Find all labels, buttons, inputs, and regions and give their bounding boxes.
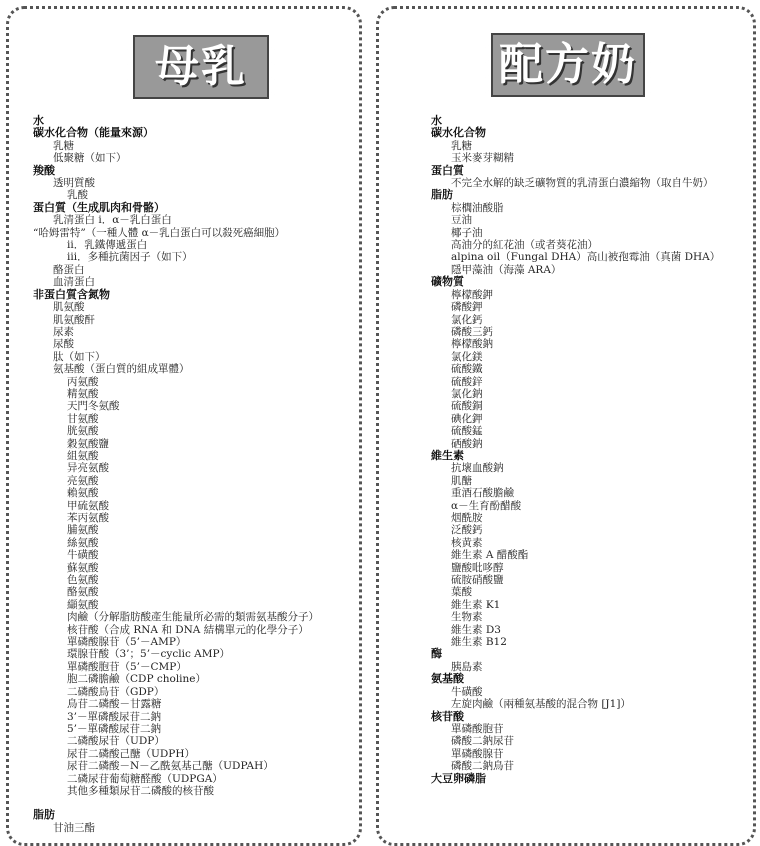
list-item: 3’－單磷酸尿苷二鈉 bbox=[67, 710, 162, 723]
list-item: 高油分的紅花油（或者葵花油） bbox=[451, 239, 598, 252]
list-item: 甲硫氨酸 bbox=[67, 499, 109, 512]
list-item: 二磷尿苷葡萄糖醛酸（UDPGA） bbox=[67, 772, 223, 785]
list-item: 氯化鈉 bbox=[451, 387, 483, 400]
list-item: 蘇氨酸 bbox=[67, 561, 99, 574]
list-item: ii．乳鐵傳遞蛋白 bbox=[67, 239, 148, 252]
list-item: 氯化鎂 bbox=[451, 350, 483, 363]
list-item: 肌氨酸酐 bbox=[53, 313, 95, 326]
breast-milk-title: 母乳 bbox=[133, 35, 269, 99]
list-item: 尿酸 bbox=[53, 338, 74, 351]
list-item: 單磷酸胞苷（5’－CMP） bbox=[67, 660, 187, 673]
list-item: 乳清蛋白 i．α－乳白蛋白 bbox=[53, 214, 172, 227]
section-heading: 脂肪 bbox=[33, 808, 55, 822]
list-item: 精氨酸 bbox=[67, 387, 99, 400]
section-heading: 水 bbox=[431, 114, 442, 127]
list-item: 肉鹼（分解脂肪酸產生能量所必需的類需氨基酸分子） bbox=[67, 611, 319, 624]
list-item: 其他多種類尿苷二磷酸的核苷酸 bbox=[67, 784, 214, 797]
list-item: 磷酸二鈉尿苷 bbox=[451, 735, 514, 748]
list-item: 胱氨酸 bbox=[67, 425, 99, 438]
list-item: 酪蛋白 bbox=[53, 263, 85, 276]
list-item: 丙氨酸 bbox=[67, 375, 99, 388]
section-heading: 羧酸 bbox=[33, 163, 55, 177]
list-item: 環腺苷酸（3’；5’－cyclic AMP） bbox=[67, 648, 231, 661]
list-item: 牛磺酸 bbox=[67, 549, 99, 562]
list-item: 絲氨酸 bbox=[67, 536, 99, 549]
list-item: 核苷酸（合成 RNA 和 DNA 結構單元的化學分子） bbox=[67, 623, 309, 636]
list-item: 氯化鈣 bbox=[451, 313, 483, 326]
section-heading: 碳水化合物 bbox=[431, 126, 486, 140]
list-item: 生物素 bbox=[451, 611, 483, 624]
list-item: 硫酸銅 bbox=[451, 400, 483, 413]
list-item: 天門冬氨酸 bbox=[67, 400, 120, 413]
formula-milk-title: 配方奶 bbox=[491, 33, 645, 97]
list-item: 棕櫚油酸脂 bbox=[451, 201, 504, 214]
list-item: 鳥苷二磷酸－甘露糖 bbox=[67, 698, 162, 711]
section-heading: 水 bbox=[33, 114, 44, 127]
list-item: 玉米麥芽糊精 bbox=[451, 152, 514, 165]
list-item: 甘氨酸 bbox=[67, 412, 99, 425]
section-heading: 維生素 bbox=[431, 448, 464, 462]
list-item: 檸檬酸鉀 bbox=[451, 288, 493, 301]
section-heading: 非蛋白質含氮物 bbox=[33, 287, 110, 301]
list-item: 乳糖 bbox=[451, 139, 472, 152]
list-item: 硒酸鈉 bbox=[451, 437, 483, 450]
list-item: iii．多種抗菌因子（如下） bbox=[67, 251, 193, 264]
formula-milk-ingredient-list bbox=[431, 115, 743, 785]
section-heading: 碳水化合物（能量來源） bbox=[33, 126, 154, 140]
list-item: 左旋肉鹼（兩種氨基酸的混合物 [J1]） bbox=[451, 698, 631, 711]
list-item: 維生素 D3 bbox=[451, 623, 501, 636]
section-heading: 礦物質 bbox=[431, 275, 464, 289]
list-item: 酪氨酸 bbox=[67, 586, 99, 599]
list-item: 肽（如下） bbox=[53, 350, 106, 363]
list-item: 核黄素 bbox=[451, 536, 483, 549]
list-item: 葉酸 bbox=[451, 586, 472, 599]
section-heading: 蛋白質（生成肌肉和骨骼） bbox=[33, 200, 165, 214]
list-item: 肌醣 bbox=[451, 474, 472, 487]
list-item: 磷酸三鈣 bbox=[451, 325, 493, 338]
list-item: 組氨酸 bbox=[67, 449, 99, 462]
list-item: 不完全水解的缺乏礦物質的乳清蛋白濃縮物（取自牛奶） bbox=[451, 177, 714, 190]
list-item: 5’－單磷酸尿苷二鈉 bbox=[67, 722, 162, 735]
list-item: 泛酸鈣 bbox=[451, 524, 483, 537]
list-item: 尿苷二磷酸己醣（UDPH） bbox=[67, 747, 195, 760]
section-heading: 蛋白質 bbox=[431, 163, 464, 177]
list-item: 維生素 K1 bbox=[451, 598, 501, 611]
list-item: 硫酸鐵 bbox=[451, 363, 483, 376]
list-item: 維生素 B12 bbox=[451, 636, 507, 649]
list-item: “哈姆雷特”（一種人體 α－乳白蛋白可以殺死癌細胞） bbox=[33, 226, 286, 239]
list-item: 低聚糖（如下） bbox=[53, 152, 127, 165]
list-item: 乳糖 bbox=[53, 139, 74, 152]
breast-milk-ingredient-list bbox=[33, 115, 349, 834]
list-item: 磷酸二鈉鳥苷 bbox=[451, 760, 514, 773]
list-item: 亮氨酸 bbox=[67, 474, 99, 487]
list-item: 單磷酸腺苷（5’－AMP） bbox=[67, 636, 187, 649]
list-item: 色氨酸 bbox=[67, 574, 99, 587]
list-item: 硫胺硝酸鹽 bbox=[451, 574, 504, 587]
list-item: 賴氨酸 bbox=[67, 487, 99, 500]
list-item: 椰子油 bbox=[451, 226, 483, 239]
list-item: 檸檬酸鈉 bbox=[451, 338, 493, 351]
list-item: alpina oil（Fungal DHA）高山被孢霉油（真菌 DHA） bbox=[451, 251, 721, 264]
list-item: 烟酰胺 bbox=[451, 512, 483, 524]
section-heading: 脂肪 bbox=[431, 188, 453, 202]
list-item: α－生育酚醋酸 bbox=[451, 499, 522, 512]
list-item: 纈氨酸 bbox=[67, 598, 99, 611]
list-item: 二磷酸尿苷（UDP） bbox=[67, 735, 165, 748]
list-item: 豆油 bbox=[451, 214, 472, 227]
list-item: 單磷酸腺苷 bbox=[451, 747, 504, 760]
list-spacer bbox=[33, 797, 349, 809]
formula-milk-card bbox=[376, 6, 756, 846]
list-item: 透明質酸 bbox=[53, 177, 95, 190]
section-heading: 氨基酸 bbox=[431, 672, 464, 686]
list-item: 隱甲藻油（海藻 ARA） bbox=[451, 263, 562, 276]
list-item: 硫酸錳 bbox=[451, 425, 483, 438]
list-item: 磷酸鉀 bbox=[451, 301, 483, 314]
list-item: 鹽酸吡哆醇 bbox=[451, 561, 504, 574]
list-item: 尿苷二磷酸－N－乙酰氨基己醣（UDPAH） bbox=[67, 760, 274, 773]
breast-milk-card bbox=[6, 6, 362, 846]
list-item: 單磷酸胞苷 bbox=[451, 722, 504, 735]
list-item: 維生素 A 醋酸酯 bbox=[451, 549, 529, 562]
list-item: 苯丙氨酸 bbox=[67, 512, 109, 524]
list-item: 脯氨酸 bbox=[67, 524, 99, 537]
list-item: 氨基酸（蛋白質的組成單體） bbox=[53, 363, 190, 376]
list-item: 二磷酸鳥苷（GDP） bbox=[67, 685, 165, 698]
list-item: 乳酸 bbox=[67, 189, 88, 202]
section-heading: 大豆卵磷脂 bbox=[431, 771, 486, 785]
list-item: 甘油三酯 bbox=[53, 821, 95, 834]
list-item: 硫酸鋅 bbox=[451, 375, 483, 388]
list-item: 重酒石酸膽鹼 bbox=[451, 487, 514, 500]
section-heading: 核苷酸 bbox=[431, 709, 464, 723]
list-item: 抗壞血酸鈉 bbox=[451, 462, 504, 475]
list-item: 胰島素 bbox=[451, 660, 483, 673]
list-item: 碘化鉀 bbox=[451, 412, 483, 425]
list-item: 穀氨酸鹽 bbox=[67, 437, 109, 450]
section-heading: 酶 bbox=[431, 647, 442, 661]
list-item: 胞二磷膽鹼（CDP choline） bbox=[67, 673, 207, 686]
list-item: 尿素 bbox=[53, 325, 74, 338]
list-item: 牛磺酸 bbox=[451, 685, 483, 698]
list-item: 异亮氨酸 bbox=[67, 462, 109, 475]
list-item: 肌氨酸 bbox=[53, 301, 85, 314]
list-item: 血清蛋白 bbox=[53, 276, 95, 289]
